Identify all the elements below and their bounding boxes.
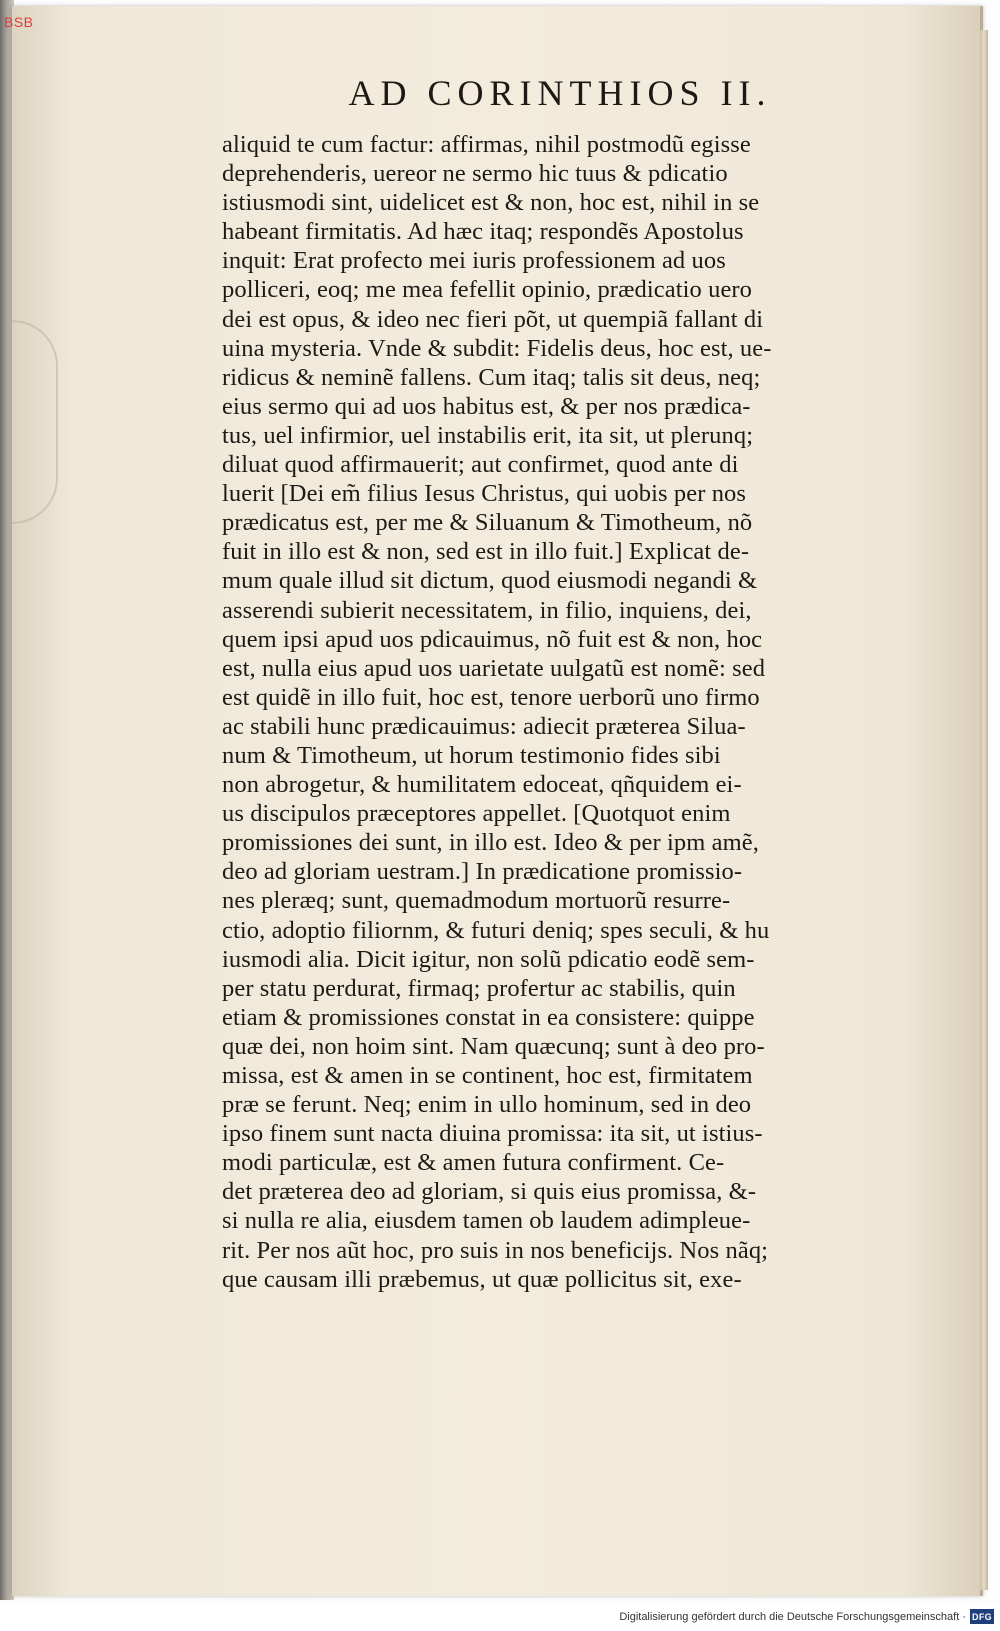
text-line: per statu perdurat, firmaq; profertur ac stabilis, quin [222,974,736,1002]
text-line: si nulla re alia, eiusdem tamen ob laudem adimpleue- [222,1207,751,1235]
running-head: AD CORINTHIOS II. [348,73,772,113]
text-line: det præterea deo ad gloriam, si quis eius promissa, &- [222,1178,757,1206]
text-line: promissiones dei sunt, in illo est. Ideo & per ipm amẽ, [222,829,759,857]
page-clip-shadow [12,320,58,524]
text-line: non abrogetur, & humilitatem edoceat, qñquidem ei- [222,771,742,799]
text-line: ridicus & neminẽ fallens. Cum itaq; talis sit deus, neq; [222,363,761,391]
text-line: ac stabili hunc prædicauimus: adiecit præterea Silua- [222,712,746,740]
text-line: ctio, adoptio filiornm, & futuri deniq; spes seculi, & hu [222,916,770,944]
text-line: tus, uel infirmior, uel instabilis erit, ita sit, ut plerunq; [222,421,754,449]
text-line: polliceri, eoq; me mea fefellit opinio, prædicatio uero [222,276,753,304]
text-line: iusmodi alia. Dicit igitur, non solũ pdicatio eodẽ sem- [222,945,755,973]
body-text [222,130,922,1294]
text-line: uina mysteria. Vnde & subdit: Fidelis deus, hoc est, ue- [222,334,772,362]
text-line: us discipulos præceptores appellet. [Quotquot enim [222,800,731,828]
text-line: præ se ferunt. Neq; enim in ullo hominum, sed in deo [222,1091,752,1119]
text-line: diluat quod affirmauerit; aut confirmet, quod ante di [222,451,739,479]
text-line: rit. Per nos aũt hoc, pro suis in nos beneficijs. Nos nãq; [222,1236,769,1264]
text-line: deo ad gloriam uestram.] In prædicatione promissio- [222,858,743,886]
text-line: num & Timotheum, ut horum testimonio fides sibi [222,741,721,769]
text-line: ipso finem sunt nacta diuina promissa: ita sit, ut istius- [222,1120,763,1148]
text-line: missa, est & amen in se continent, hoc est, firmitatem [222,1062,753,1089]
text-line: modi particulæ, est & amen futura confirment. Ce- [222,1149,725,1177]
text-line: dei est opus, & ideo nec fieri põt, ut quempiã fallant di [222,305,764,333]
library-mark: BSB [4,14,34,30]
text-line: quæ dei, non hoim sint. Nam quæcunq; sunt à deo pro- [222,1032,765,1060]
text-line: est quidẽ in illo fuit, hoc est, tenore uerborũ uno firmo [222,683,760,711]
dfg-logo: DFG [970,1609,994,1624]
text-line: prædicatus est, per me & Siluanum & Timotheum, nõ [222,509,753,537]
text-line: etiam & promissiones constat in ea consistere: quippe [222,1003,755,1031]
text-line: deprehenderis, uereor ne sermo hic tuus & pdicatio [222,160,728,188]
text-line: habeant firmitatis. Ad hæc itaq; respondẽs Apostolus [222,218,744,246]
page-fore-edge [980,30,988,1590]
text-line: istiusmodi sint, uidelicet est & non, hoc est, nihil in se [222,189,760,217]
text-line: que causam illi præbemus, ut quæ pollicitus sit, exe- [222,1265,742,1293]
text-line: asserendi subierit necessitatem, in filio, inquiens, dei, [222,596,752,624]
text-line: luerit [Dei em̃ filius Iesus Christus, qui uobis per nos [222,480,747,508]
text-line: eius sermo qui ad uos habitus est, & per nos prædica- [222,392,751,420]
text-line: quem ipsi apud uos pdicauimus, nõ fuit est & non, hoc [222,625,763,653]
text-line: aliquid te cum factur: affirmas, nihil postmodũ egisse [222,131,751,158]
text-line: fuit in illo est & non, sed est in illo fuit.] Explicat de- [222,538,750,566]
text-line: inquit: Erat profecto mei iuris professionem ad uos [222,247,726,275]
footer-credit: Digitalisierung gefördert durch die Deutsche Forschungsgemeinschaft · [619,1611,966,1623]
text-line: nes pleræq; sunt, quemadmodum mortuorũ resurre- [222,887,731,915]
text-line: mum quale illud sit dictum, quod eiusmodi negandi & [222,567,758,595]
text-line: est, nulla eius apud uos uarietate uulgatũ est nomẽ: sed [222,654,766,682]
